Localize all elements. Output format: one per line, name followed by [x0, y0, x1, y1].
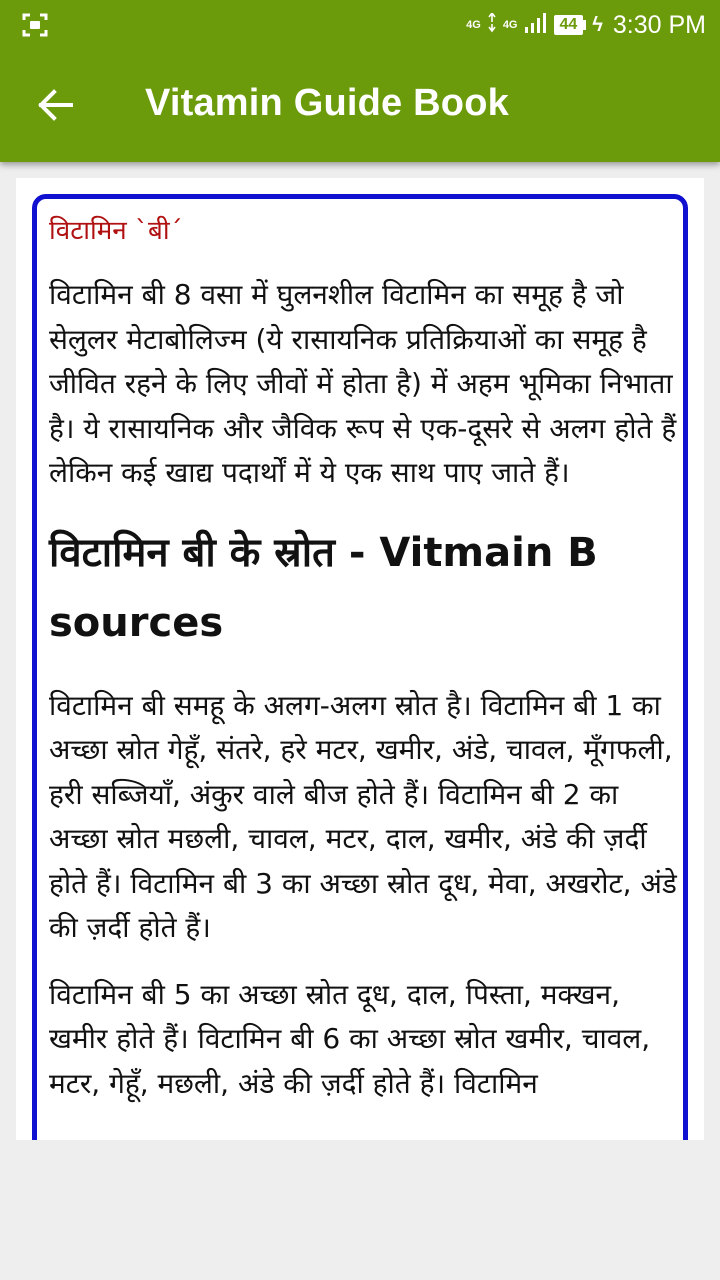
battery-icon — [554, 14, 587, 36]
arrow-back-icon — [37, 89, 73, 125]
article-box — [32, 194, 688, 1140]
page-title: Vitamin Guide Book — [145, 82, 509, 124]
status-icons — [466, 8, 706, 42]
back-button[interactable] — [30, 84, 80, 130]
network-type-1: 4G — [466, 18, 481, 31]
charging-icon: ϟ — [592, 13, 603, 36]
signal-1-icon — [487, 13, 497, 38]
article-subtitle: विटामिन `बी´ — [49, 216, 183, 246]
sources-paragraph-1: विटामिन बी समहू के अलग-अलग स्रोत है। विटामिन बी 1 का अच्छा स्रोत गेहूँ, संतरे, हरे मटर, खमीर, अंडे, चावल, मूँगफली, हरी सब्जियाँ, अंकुर वाले बीज होते हैं। विटामिन बी 2 का अच्छा स्रोत मछली, चावल, मटर, दाल, खमीर, अंडे की ज़र्दी होते हैं। विटामिन बी 3 का अच्छा स्रोत दूध, मेवा, अखरोट, अंडे की ज़र्दी होते हैं। — [49, 688, 677, 944]
screenshot-icon — [22, 13, 48, 37]
signal-bars-icon — [524, 11, 548, 40]
network-type-2: 4G — [502, 18, 518, 31]
section-heading: विटामिन बी के स्रोत - Vitmain B sources — [49, 529, 598, 646]
app-bar — [0, 0, 720, 162]
status-bar — [0, 0, 720, 50]
sources-paragraph-2: विटामिन बी 5 का अच्छा स्रोत दूध, दाल, पिस्ता, मक्खन, खमीर होते हैं। विटामिन बी 6 का अच्छा स्रोत खमीर, चावल, मटर, गेहूँ, मछली, अंडे की ज़र्दी होते हैं। विटामिन — [49, 977, 651, 1100]
clock: 3:30 PM — [612, 10, 706, 39]
battery-level: 44 — [554, 15, 584, 35]
intro-paragraph: विटामिन बी 8 वसा में घुलनशील विटामिन का समूह है जो सेलुलर मेटाबोलिज्म (ये रासायनिक प्रतिक्रियाओं का समूह है जीवित रहने के लिए जीवों में होता है) में अहम भूमिका निभाता है। ये रासायनिक और जैविक रूप से एक-दूसरे से अलग होते हैं लेकिन कई खाद्य पदार्थों में ये एक साथ पाए जाते हैं। — [49, 278, 677, 489]
content-card[interactable] — [16, 178, 704, 1140]
